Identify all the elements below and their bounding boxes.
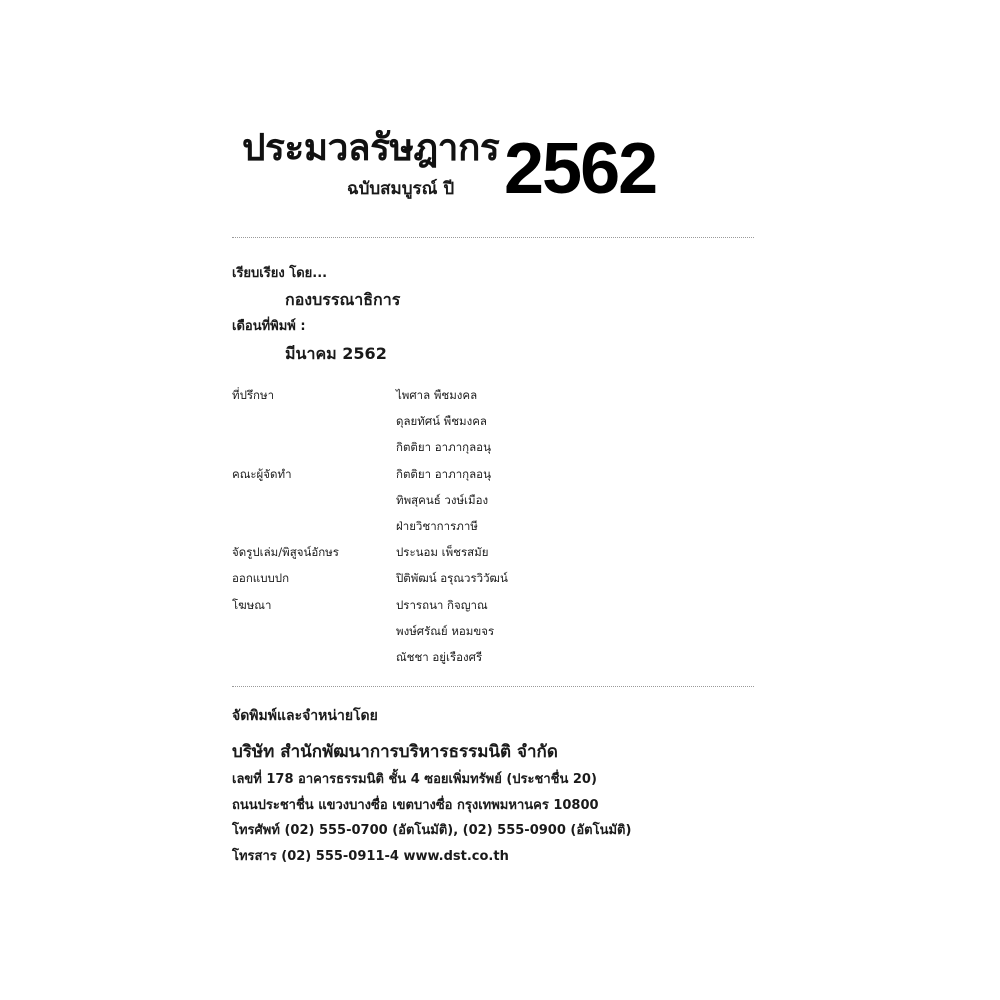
credit-row: [232, 568, 752, 594]
credits-list: [232, 385, 752, 673]
print-month-value: มีนาคม 2562: [285, 344, 387, 363]
credit-name: ดุลยทัศน์ พืชมงคล: [396, 414, 487, 429]
credit-row: [232, 385, 752, 411]
credit-name: กิตติยา อาภากุลอนุ: [396, 466, 491, 481]
publisher-address-line2: ถนนประชาชื่น แขวงบางซื่อ เขตบางซื่อ กรุงเทพมหานคร 10800: [232, 798, 599, 813]
credit-name: กิตติยา อาภากุลอนุ: [396, 440, 491, 455]
credit-row: [232, 411, 752, 437]
credit-row: [232, 647, 752, 673]
publisher-address-line1: เลขที่ 178 อาคารธรรมนิติ ชั้น 4 ซอยเพิ่มทรัพย์ (ประชาชื่น 20): [232, 772, 597, 787]
book-title: ประมวลรัษฎากร: [242, 126, 500, 169]
credit-role: ที่ปรึกษา: [232, 388, 275, 402]
credit-name: ประนอม เพ็ชรสมัย: [396, 545, 489, 560]
credit-name: พงษ์ศรัณย์ หอมขจร: [396, 623, 495, 638]
top-divider: [232, 237, 754, 238]
credit-role: คณะผู้จัดทำ: [232, 466, 292, 481]
credit-role: ออกแบบปก: [232, 571, 290, 586]
credit-name: ปรารถนา กิจญาณ: [396, 597, 488, 612]
bottom-divider: [232, 686, 754, 687]
edition-subtitle: ฉบับสมบูรณ์ ปี: [347, 179, 455, 199]
credit-name: ฝ่ายวิชาการภาษี: [396, 518, 478, 533]
credit-name: ณัชชา อยู่เรืองศรี: [396, 649, 483, 664]
publisher-fax-website: โทรสาร (02) 555-0911-4 www.dst.co.th: [232, 849, 509, 864]
credit-row: [232, 542, 752, 568]
credit-name: ปิติพัฒน์ อรุณวรวิวัฒน์: [396, 571, 508, 586]
publisher-label: จัดพิมพ์และจำหน่ายโดย: [232, 708, 378, 724]
credit-name: ทิพสุคนธ์ วงษ์เมือง: [396, 492, 489, 507]
credit-role: โฆษณา: [232, 597, 272, 612]
book-year: 2562: [504, 129, 657, 209]
credit-row: [232, 490, 752, 516]
credit-row: [232, 595, 752, 621]
credit-role: จัดรูปเล่ม/พิสูจน์อักษร: [232, 545, 339, 560]
compiled-by-value: กองบรรณาธิการ: [285, 290, 401, 309]
credit-row: [232, 621, 752, 647]
publisher-company: บริษัท สำนักพัฒนาการบริหารธรรมนิติ จำกัด: [232, 742, 558, 762]
credit-row: [232, 464, 752, 490]
publisher-phone: โทรศัพท์ (02) 555-0700 (อัตโนมัติ), (02) 555-0900 (อัตโนมัติ): [232, 823, 632, 838]
credit-name: ไพศาล พืชมงคล: [396, 388, 478, 402]
credit-row: [232, 437, 752, 463]
compiled-by-label: เรียบเรียง โดย...: [232, 266, 328, 281]
credit-row: [232, 516, 752, 542]
print-month-label: เดือนที่พิมพ์ :: [232, 319, 306, 334]
